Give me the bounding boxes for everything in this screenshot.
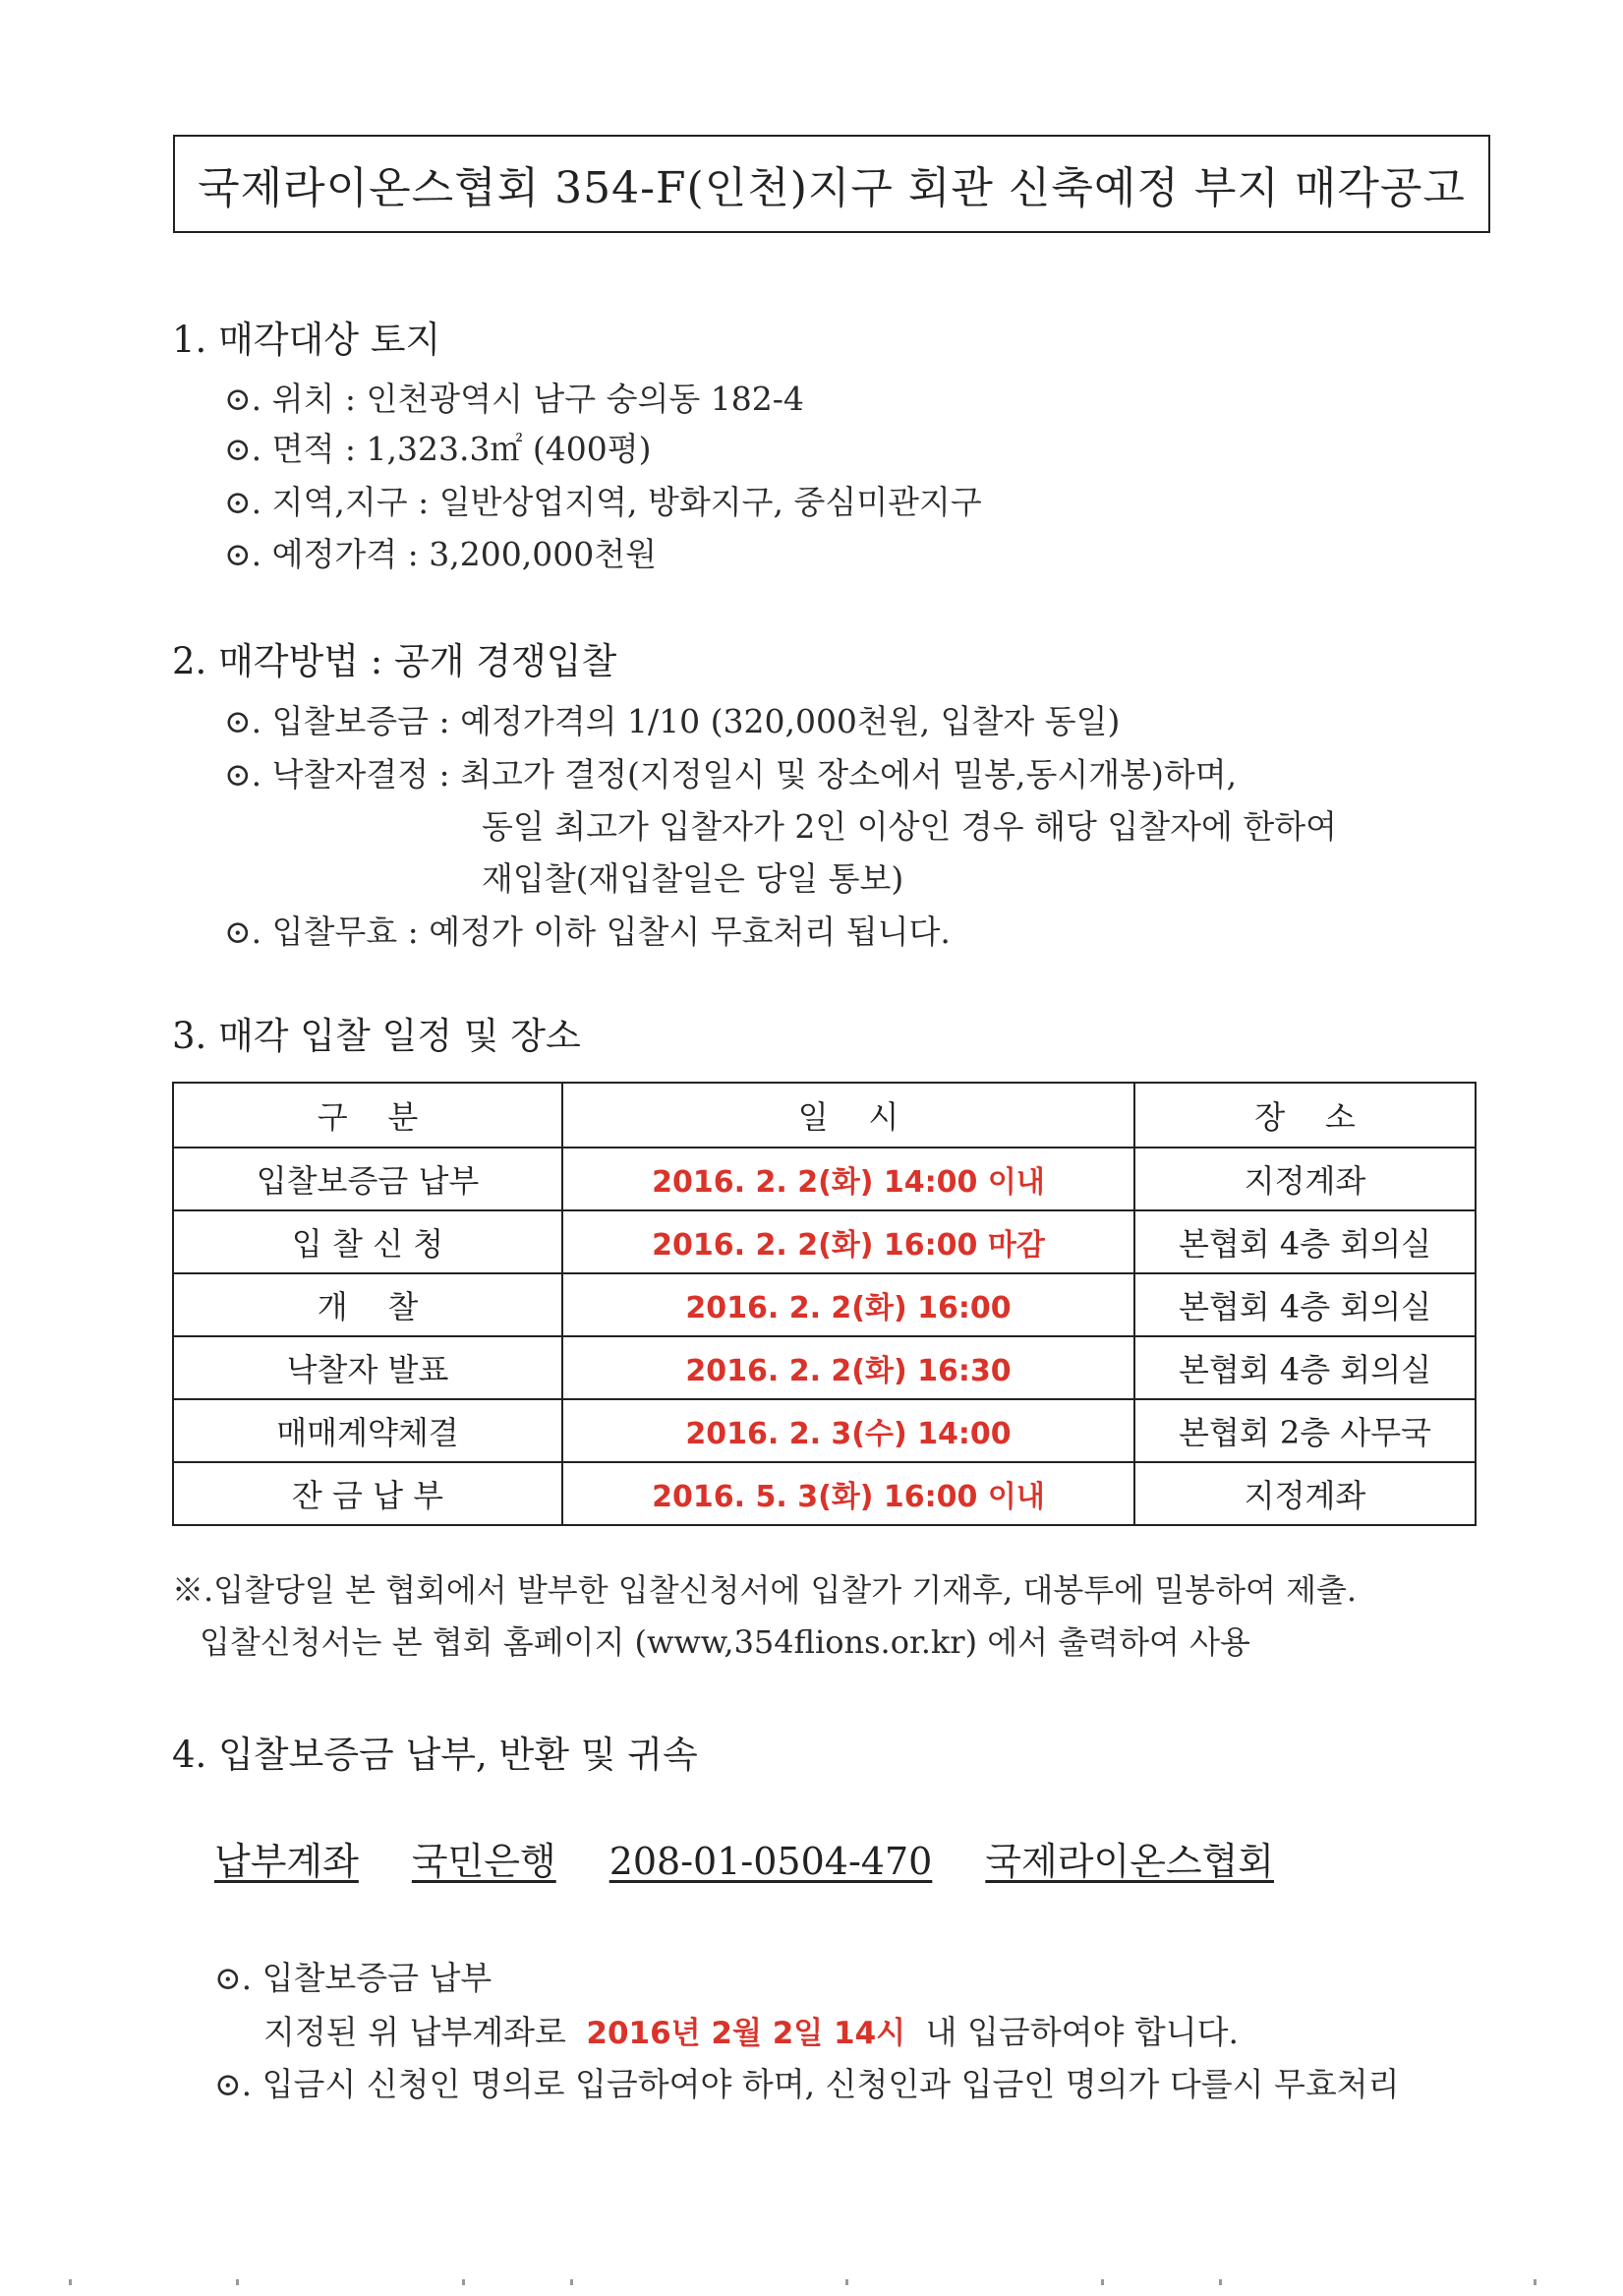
section2-deposit: ⊙. 입찰보증금 : 예정가격의 1/10 (320,000천원, 입찰자 동일) bbox=[224, 702, 1121, 740]
row-category: 매매계약체결 bbox=[173, 1399, 562, 1462]
row-datetime: 2016. 2. 2(화) 16:00 마감 bbox=[562, 1210, 1134, 1273]
header-place: 장 소 bbox=[1134, 1083, 1476, 1148]
row-place: 본협회 4층 회의실 bbox=[1134, 1336, 1476, 1399]
deposit-account bbox=[214, 1831, 1274, 1885]
row-datetime: 2016. 2. 2(화) 16:00 bbox=[562, 1273, 1134, 1336]
row-place: 지정계좌 bbox=[1134, 1148, 1476, 1210]
table-row bbox=[173, 1336, 1476, 1399]
item1-deadline: 2016년 2월 2일 14시 bbox=[586, 2016, 906, 2051]
header-category: 구 분 bbox=[173, 1083, 562, 1148]
table-row bbox=[173, 1462, 1476, 1525]
section4-item1-title: ⊙. 입찰보증금 납부 bbox=[214, 1959, 493, 1997]
section2-winner-cont2: 재입찰(재입찰일은 당일 통보) bbox=[482, 859, 904, 898]
item1-pre: 지정된 위 납부계좌로 bbox=[263, 2013, 566, 2051]
row-category: 입 찰 신 청 bbox=[173, 1210, 562, 1273]
section1-area: ⊙. 면적 : 1,323.3㎡ (400평) bbox=[224, 430, 652, 468]
row-category: 개 찰 bbox=[173, 1273, 562, 1336]
account-label: 납부계좌 bbox=[214, 1840, 359, 1883]
notice-title: 국제라이온스협회 354-F(인천)지구 회관 신축예정 부지 매각공고 bbox=[173, 135, 1490, 233]
section1-price: ⊙. 예정가격 : 3,200,000천원 bbox=[224, 535, 657, 573]
schedule-table bbox=[172, 1082, 1477, 1526]
row-place: 본협회 4층 회의실 bbox=[1134, 1210, 1476, 1273]
table-row bbox=[173, 1399, 1476, 1462]
row-datetime: 2016. 2. 2(화) 16:30 bbox=[562, 1336, 1134, 1399]
table-row bbox=[173, 1148, 1476, 1210]
section2-winner-cont1: 동일 최고가 입찰자가 2인 이상인 경우 해당 입찰자에 한하여 bbox=[482, 807, 1337, 846]
section1-heading: 1. 매각대상 토지 bbox=[172, 319, 441, 361]
schedule-note-2: 입찰신청서는 본 협회 홈페이지 (www,354flions.or.kr) 에서 출력하여 사용 bbox=[200, 1623, 1250, 1661]
row-category: 잔 금 납 부 bbox=[173, 1462, 562, 1525]
row-place: 본협회 2층 사무국 bbox=[1134, 1399, 1476, 1462]
account-number: 208-01-0504-470 bbox=[609, 1840, 933, 1883]
scan-edge-marks bbox=[0, 2279, 1623, 2285]
table-header-row bbox=[173, 1083, 1476, 1148]
row-datetime: 2016. 2. 2(화) 14:00 이내 bbox=[562, 1148, 1134, 1210]
section1-location: ⊙. 위치 : 인천광역시 남구 숭의동 182-4 bbox=[224, 380, 804, 418]
section2-winner: ⊙. 낙찰자결정 : 최고가 결정(지정일시 및 장소에서 밀봉,동시개봉)하며, bbox=[224, 755, 1238, 794]
account-bank: 국민은행 bbox=[411, 1840, 556, 1883]
row-place: 본협회 4층 회의실 bbox=[1134, 1273, 1476, 1336]
section1-zone: ⊙. 지역,지구 : 일반상업지역, 방화지구, 중심미관지구 bbox=[224, 483, 982, 521]
row-category: 낙찰자 발표 bbox=[173, 1336, 562, 1399]
row-place: 지정계좌 bbox=[1134, 1462, 1476, 1525]
account-holder: 국제라이온스협회 bbox=[985, 1840, 1274, 1883]
section2-invalid: ⊙. 입찰무효 : 예정가 이하 입찰시 무효처리 됩니다. bbox=[224, 913, 951, 951]
section4-item2: ⊙. 입금시 신청인 명의로 입금하여야 하며, 신청인과 입금인 명의가 다를시 무효처리 bbox=[214, 2065, 1400, 2103]
item1-post: 내 입금하여야 합니다. bbox=[925, 2013, 1239, 2051]
header-datetime: 일 시 bbox=[562, 1083, 1134, 1148]
schedule-note-1: ※.입찰당일 본 협회에서 발부한 입찰신청서에 입찰가 기재후, 대봉투에 밀봉하여 제출. bbox=[172, 1571, 1358, 1609]
table-row bbox=[173, 1210, 1476, 1273]
section2-heading: 2. 매각방법 : 공개 경쟁입찰 bbox=[172, 640, 617, 682]
section4-item1-text bbox=[263, 2007, 1239, 2053]
row-datetime: 2016. 5. 3(화) 16:00 이내 bbox=[562, 1462, 1134, 1525]
row-datetime: 2016. 2. 3(수) 14:00 bbox=[562, 1399, 1134, 1462]
section3-heading: 3. 매각 입찰 일정 및 장소 bbox=[172, 1015, 581, 1057]
table-row bbox=[173, 1273, 1476, 1336]
section4-heading: 4. 입찰보증금 납부, 반환 및 귀속 bbox=[172, 1734, 698, 1776]
row-category: 입찰보증금 납부 bbox=[173, 1148, 562, 1210]
